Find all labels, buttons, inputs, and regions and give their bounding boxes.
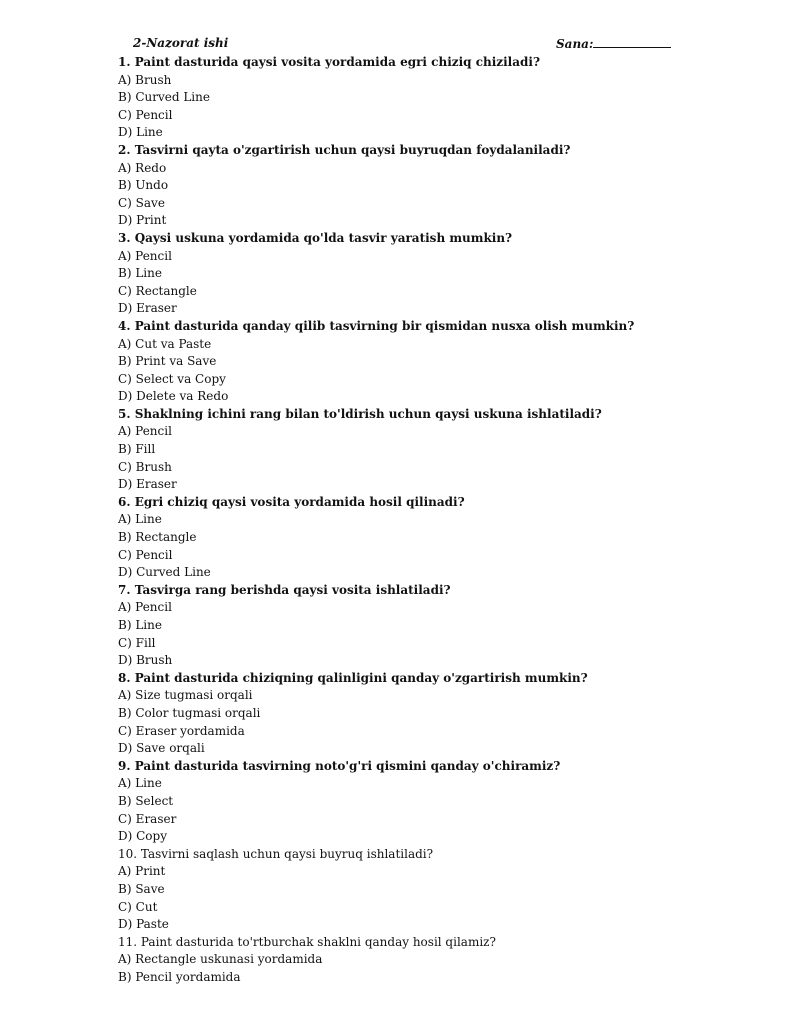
answer-option: D) Paste xyxy=(118,917,169,932)
answer-option: B) Pencil yordamida xyxy=(118,969,241,984)
question-text: 1. Paint dasturida qaysi vosita yordamida egri chiziq chiziladi? xyxy=(118,55,540,69)
question-10 xyxy=(118,846,678,934)
answer-option: C) Fill xyxy=(118,635,156,650)
question-4 xyxy=(118,318,678,406)
date-blank-line xyxy=(593,36,671,48)
answer-option: B) Save xyxy=(118,881,165,896)
answer-option: C) Brush xyxy=(118,459,172,474)
answer-option: C) Eraser yordamida xyxy=(118,723,245,738)
answer-option: A) Size tugmasi orqali xyxy=(118,688,253,703)
question-3 xyxy=(118,230,678,318)
answer-option: A) Pencil xyxy=(118,248,172,263)
document-title: 2-Nazorat ishi xyxy=(133,36,229,50)
answer-option: D) Line xyxy=(118,125,163,140)
answer-option: B) Undo xyxy=(118,178,169,193)
question-text: 10. Tasvirni saqlash uchun qaysi buyruq ishlatiladi? xyxy=(118,846,434,861)
question-8 xyxy=(118,670,678,758)
question-2 xyxy=(118,142,678,230)
question-text: 11. Paint dasturida to'rtburchak shaklni qanday hosil qilamiz? xyxy=(118,934,496,949)
answer-option: C) Select va Copy xyxy=(118,371,226,386)
answer-option: A) Line xyxy=(118,776,162,791)
question-text: 6. Egri chiziq qaysi vosita yordamida hosil qilinadi? xyxy=(118,494,465,509)
answer-option: B) Print va Save xyxy=(118,354,217,369)
answer-option: A) Brush xyxy=(118,72,172,87)
question-text: 5. Shaklning ichini rang bilan to'ldirish uchun qaysi uskuna ishlatiladi? xyxy=(118,406,602,421)
question-9 xyxy=(118,758,678,846)
answer-option: A) Line xyxy=(118,512,162,527)
answer-option: D) Delete va Redo xyxy=(118,389,229,404)
answer-option: C) Cut xyxy=(118,899,158,914)
answer-option: B) Line xyxy=(118,266,162,281)
answer-option: D) Eraser xyxy=(118,477,177,492)
answer-option: B) Fill xyxy=(118,442,156,457)
answer-option: B) Curved Line xyxy=(118,90,210,105)
date-label: Sana: xyxy=(556,37,594,51)
answer-option: C) Pencil xyxy=(118,107,173,122)
answer-option: C) Eraser xyxy=(118,811,177,826)
answer-option: D) Print xyxy=(118,213,167,228)
answer-option: D) Copy xyxy=(118,829,167,844)
answer-option: C) Pencil xyxy=(118,547,173,562)
question-5 xyxy=(118,406,678,494)
question-list xyxy=(118,54,678,986)
answer-option: A) Redo xyxy=(118,160,167,175)
question-6 xyxy=(118,494,678,582)
answer-option: C) Rectangle xyxy=(118,283,197,298)
answer-option: A) Pencil xyxy=(118,424,172,439)
answer-option: A) Pencil xyxy=(118,600,172,615)
answer-option: D) Eraser xyxy=(118,301,177,316)
question-text: 4. Paint dasturida qanday qilib tasvirning bir qismidan nusxa olish mumkin? xyxy=(118,318,635,333)
answer-option: A) Cut va Paste xyxy=(118,336,212,351)
document-header xyxy=(118,36,678,54)
answer-option: B) Rectangle xyxy=(118,530,197,545)
question-7 xyxy=(118,582,678,670)
date-field xyxy=(556,36,671,51)
answer-option: C) Save xyxy=(118,195,165,210)
answer-option: D) Brush xyxy=(118,653,173,668)
answer-option: B) Line xyxy=(118,618,162,632)
answer-option: A) Print xyxy=(118,864,166,879)
answer-option: B) Select xyxy=(118,793,174,808)
answer-option: A) Rectangle uskunasi yordamida xyxy=(118,952,323,967)
question-text: 2. Tasvirni qayta o'zgartirish uchun qaysi buyruqdan foydalaniladi? xyxy=(118,142,571,157)
question-11 xyxy=(118,934,678,987)
answer-option: D) Save orqali xyxy=(118,741,205,756)
question-1 xyxy=(118,54,678,142)
question-text: 8. Paint dasturida chiziqning qalinligini qanday o'zgartirish mumkin? xyxy=(118,670,588,685)
question-text: 9. Paint dasturida tasvirning noto'g'ri qismini qanday o'chiramiz? xyxy=(118,758,561,773)
question-text: 7. Tasvirga rang berishda qaysi vosita ishlatiladi? xyxy=(118,582,451,597)
answer-option: B) Color tugmasi orqali xyxy=(118,705,261,720)
document-page xyxy=(118,36,678,986)
answer-option: D) Curved Line xyxy=(118,565,211,580)
question-text: 3. Qaysi uskuna yordamida qo'lda tasvir yaratish mumkin? xyxy=(118,230,513,245)
